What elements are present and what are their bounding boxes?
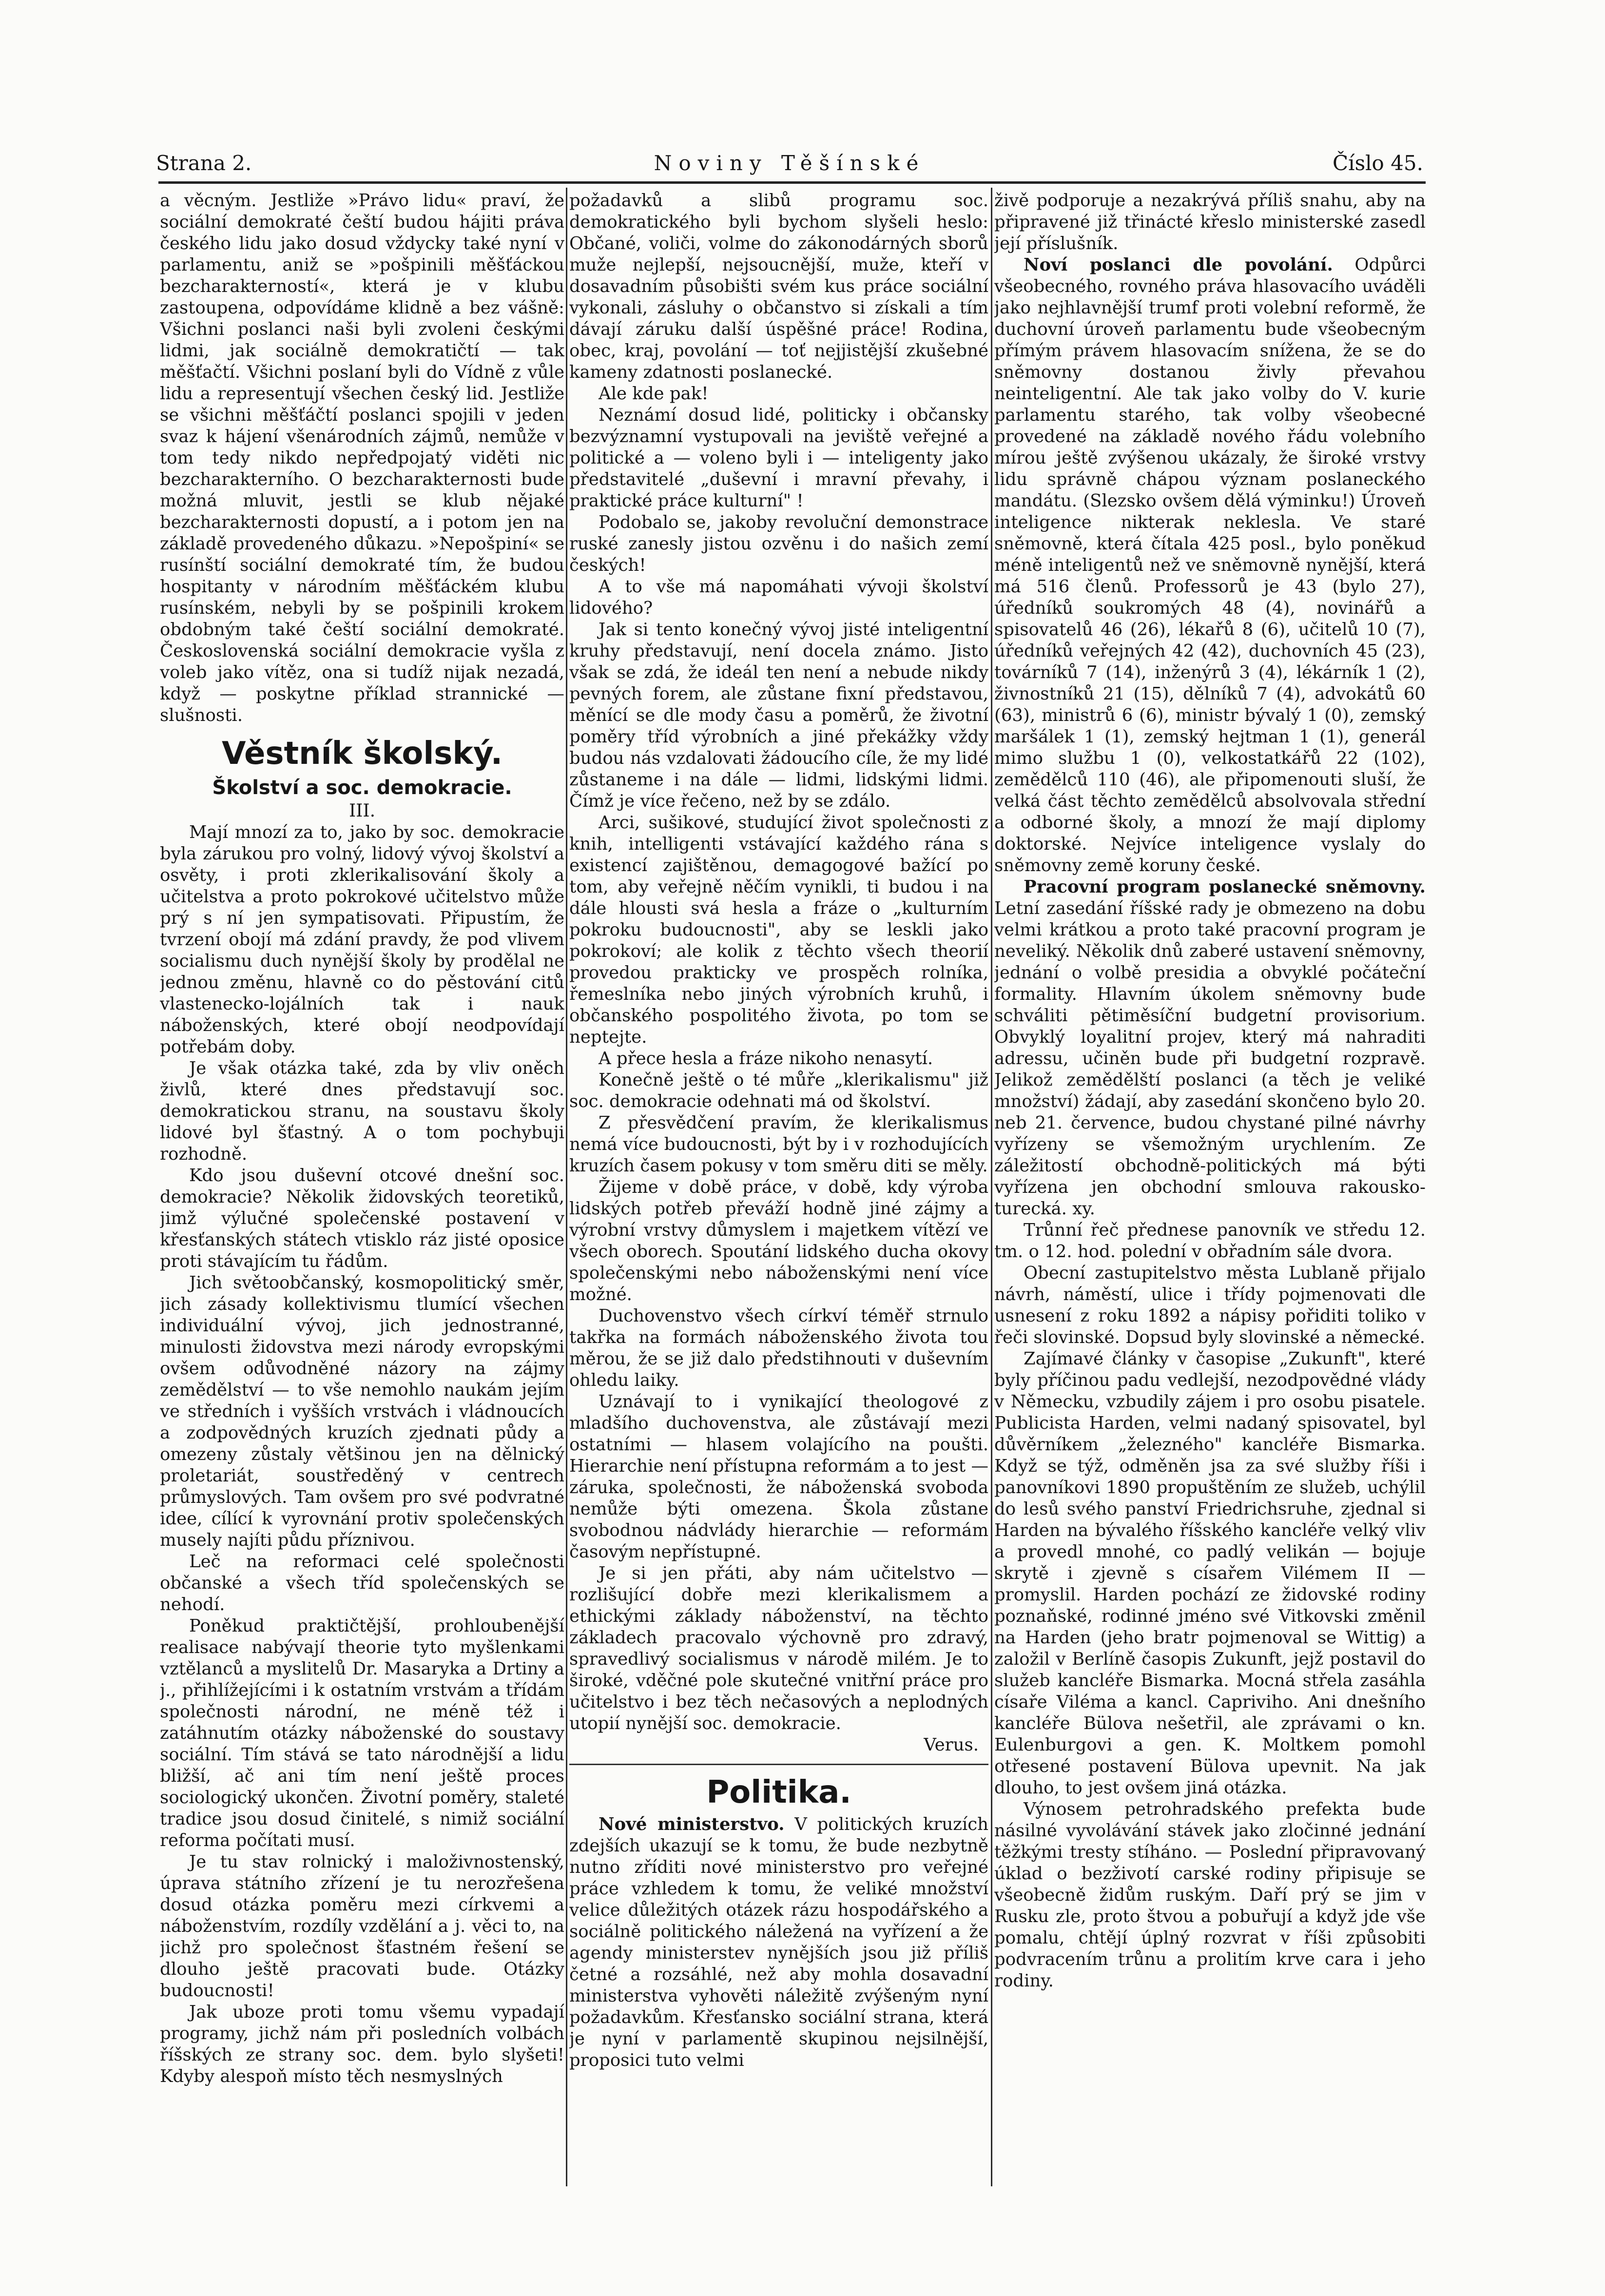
article-signature: Verus.: [924, 1735, 979, 1755]
author-mark: xy.: [1072, 1199, 1095, 1219]
paragraph-lead: Nové ministerstvo.: [599, 1814, 785, 1834]
paragraph: Podobalo se, jakoby revoluční demonstrace ruské zanesly jistou ozvěnu i do našich zemí českých!: [569, 512, 988, 575]
paragraph-text: V politických kruzích zdejších ukazují se k tomu, že bude nezbytně nutno zříditi nové ministerstvo pro veřejné práce vzhledem k tomu, že veliké množství velice důležitých otázek rázu hospodářského a sociálně politického náležená na vyřízení a že agendy ministerstev nynějších jsou již příliš četné a rozsáhlé, než aby mohla dosavadní ministerstva vyhověti náležitě zvýšeným nyní požadavkům. Křesťansko sociální strana, která je nyní v parlamentě skupinou nejsilnější, proposici tuto velmi: [569, 1814, 988, 2070]
header-rule: [158, 181, 1426, 184]
page-header: [156, 146, 1423, 180]
paragraph: Žijeme v době práce, v době, kdy výroba lidských potřeb převáží hodně jiné zájmy a výrobní vrstvy důmyslem i majetkem vítězí ve všech oborech. Spoutání lidského ducha okovy společenskými nebo náboženskými není více možné.: [569, 1177, 988, 1304]
newspaper-title: Noviny Těšínské: [654, 151, 926, 175]
paragraph: A to vše má napomáhati vývoji školství lidového?: [569, 577, 988, 618]
paragraph: a věcným. Jestliže »Právo lidu« praví, že sociální demokraté čeští budou hájiti práva českého lidu jako dosud vždycky také nyní v parlamentu, aniž se »pošpinili měšťáckou bezcharakterností«, která je v klubu zastoupena, odpovídáme klidně a bez vášně: Všichni poslanci naši byli zvoleni českými lidmi, jak sociálně demokratičtí — tak měšťačtí. Všichni poslaní byli do Vídně z vůle lidu a representují všechen český lid. Jestliže se všichni měšťáčtí poslanci spojili v jeden svaz k hájení všenárodních zájmů, nemůže v tom tedy nikdo nepředpojatý viděti nic bezcharakterního. O bezcharakternosti bude možná mluvit, jestli se klub nějaké bezcharakternosti dopustí, a i potom jen na základě provedeného důkazu. »Nepošpiní« se rusínští sociální demokraté tím, že budou hospitanty v národním měšťáckém klubu rusínském, nebyli by se pošpinili krokem obdobným také čeští sociální demokraté. Československá sociální demokracie vyšla z voleb jako vítěz, ona si tudíž nijak nezadá, když — poskytne příklad strannické — slušnosti.: [160, 191, 564, 725]
column-divider: [991, 188, 992, 2186]
section-divider: [569, 1764, 988, 1765]
paragraph: Z přesvědčení pravím, že klerikalismus nemá více budoucnosti, být by i v rozhodujících kruzích časem pokusy v tom směru diti se měly.: [569, 1113, 988, 1176]
paragraph: Neznámí dosud lidé, politicky i občansky bezvýznamní vystupovali na jeviště veřejné a politické a — voleno byli i — inteligenty jako představitelé „duševní i mravní převahy, i praktické práce kulturní" !: [569, 405, 988, 511]
paragraph: [569, 1814, 988, 2071]
section-title-school-bulletin: Věstník školský.: [221, 736, 503, 772]
paragraph: Zajímavé články v časopise „Zukunft", které byly příčinou padu vedlejší, nezodpovědné vlády v Německu, vzbudily zájem i pro osobu pisatele. Publicista Harden, velmi nadaný spisovatel, byl důvěrníkem „železného" kancléře Bismarka. Když se týž, odměněn jsa za své služby říši i panovníkovi 1890 propuštěním ze služeb, uchýlil do lesů svého panství Friedrichsruhe, zjednal si Harden na bývalého říšského kancléře velký vliv a provedl mnohé, co padlý velikán — bojuje skrytě i zjevně s císařem Vilémem II — promyslil. Harden pochází ze židovské rodiny poznaňské, rodinné jméno své Vitkovski změnil na Harden (jeho bratr pojmenoval se Wittig) a založil v Berlíně časopis Zukunft, jejž postavil do služeb kancléře Bismarka. Mocná střela zasáhla císaře Viléma a kancl. Capriviho. Ani dnešního kancléře Bülova nešetřil, ale zprávami o kn. Eulenburgovi a gen. K. Moltkem pomohl otřesené postavení Bülova upevnit. Na jak dlouho, to jest ovšem jiná otázka.: [994, 1349, 1426, 1798]
paragraph: Jich světoobčanský, kosmopolitický směr, jich zásady kollektivismu tlumící všechen individuální vývoj, jich jednostranné, minulosti židovstva mezi národy evropskými ovšem odůvodněné názory na zájmy zemědělství — to vše nemohlo naukám jejím ve středních i vyšších vrstvách i vládnoucích a zodpovědných kruzích zjednati půdy a omezeny zůstaly většinou jen na dělnický proletariát, soustředěný v centrech průmyslových. Tam ovšem pro své podvratné idee, cílící k vyrovnání protiv společenských musely najíti půdu příznivou.: [160, 1273, 564, 1550]
article-title: Školství a soc. demokracie.: [212, 777, 512, 799]
paragraph: Je však otázka také, zda by vliv oněch živlů, které dnes představují soc. demokratickou stranu, na soustavu školy lidové byl šťastný. A o tom pochybuji rozhodně.: [160, 1058, 564, 1164]
paragraph: Ale kde pak!: [599, 384, 709, 404]
paragraph: Jak uboze proti tomu všemu vypadají programy, jichž nám při posledních volbách říšských ze strany soc. dem. bylo slyšeti! Kdyby alespoň místo těch nesmyslných: [160, 2002, 564, 2086]
paragraph: [994, 876, 1426, 1220]
paragraph-lead: Pracovní program poslanecké sněmovny.: [1024, 877, 1426, 897]
paragraph: požadavků a slibů programu soc. demokratického byli bychom slyšeli heslo: Občané, voliči, volme do zákonodárných sborů muže nejlepší, nejsoucnější, muže, kteří v dosavadním působišti svém kus práce sociální vykonali, zásluhy o občanstvo si získali a tím dávají záruku další úspěšné práce! Rodina, obec, kraj, povolání — toť nejjistější zkušebné kameny zdatnosti poslanecké.: [569, 191, 988, 382]
paragraph: [994, 254, 1426, 876]
paragraph: Konečně ještě o té můře „klerikalismu" již soc. demokracie odehnati má od školství.: [569, 1070, 988, 1111]
paragraph-text: Letní zasedání říšské rady je obmezeno na dobu velmi krátkou a proto také pracovní program je neveliký. Několik dnů zaberé ustavení sněmovny, jednání o volbě presidia a obvyklé počáteční formality. Hlavním úkolem sněmovny bude schváliti pětiměsíční budgetní provisorium. Obvyklý loyalitní projev, který má nahraditi adressu, učiněn bude při budgetní rozpravě. Jelikož zemědělští poslanci (a těch je veliké množství) žádají, aby zasedání skončeno bylo 20. neb 21. července, budou chystané pilné návrhy vyřízeny se všemožným urychlením. Ze záležitostí obchodně-politických má býti vyřízena jen obchodní smlouva rakousko-turecká.: [994, 898, 1426, 1219]
paragraph: A přece hesla a fráze nikoho nenasytí.: [599, 1049, 933, 1069]
paragraph-text: Odpůrci všeobecného, rovného práva hlasovacího uváděli jako nejhlavnější trumf proti volební reformě, že duchovní úroveň parlamentu bude všeobecným přímým právem hlasovacím snížena, že se do sněmovny dostanou živly převahou neinteligentní. Ale tak jako volby do V. kurie parlamentu starého, tak volby všeobecné provedené na základě nového řádu volebního mírou ještě zvýšenou ukázaly, že široké vrstvy lidu správně chápou význam poslaneckého mandátu. (Slezsko ovšem dělá výminku!) Úroveň inteligence nikterak neklesla. Ve staré sněmovně, která čítala 425 posl., bylo poněkud méně inteligentů než ve sněmovně nynější, která má 516 členů. Professorů je 43 (bylo 27), úředníků soukromých 48 (4), novinářů a spisovatelů 46 (26), lékařů 8 (6), učitelů 10 (7), úředníků veřejných 42 (42), duchovních 45 (23), továrníků 7 (14), inženýrů 3 (4), lékárník 1 (2), živnostníků 21 (15), dělníků 7 (4), advokátů 60 (63), ministrů 6 (6), ministr bývalý 1 (0), zemský maršálek 1 (1), zemský hejtman 1 (1), generál mimo službu 1 (0), velkostatkářů 22 (102), zemědělců 110 (46), ale připomenouti sluší, že velká část těchto zemědělců absolvovala střední a odborné školy, a mnozí že mají diplomy doktorské. Nejvíce inteligence vyslaly do sněmovny země koruny české.: [994, 255, 1426, 876]
column-3: [994, 190, 1426, 2184]
column-divider: [566, 188, 567, 2186]
paragraph: Kdo jsou duševní otcové dnešní soc. demokracie? Několik židovských teoretiků, jimž výlučné společenské postavení v křesťanských státech vtisklo ráz jisté oposice proti stávajícím tu řádům.: [160, 1166, 564, 1271]
paragraph: Poněkud praktičtější, prohloubenější realisace nabývají theorie tyto myšlenkami vztělanců a myslitelů Dr. Masaryka a Drtiny a j., přihlížejícími i k ostatním vrstvám a třídám společnosti národní, ne méně též i zatáhnutím otázky náboženské do soustavy sociální. Tím stává se tato národnější a lidu bližší, ač ani tím není ještě proces sociologický ukončen. Životní poměry, staleté tradice jsou dosud činitelé, s nimiž sociální reforma počítati musí.: [160, 1616, 564, 1850]
paragraph: Arci, sušikové, studující život společnosti z knih, intelligenti vstávající každého rána s existencí zajištěnou, demagogové bažící po tom, aby veřejně něčím vynikli, ti budou i na dále hlousti svá hesla a fráze o „kulturním pokroku budoucnosti", aby se leskli jako pokrokoví; ale kolik z těchto všech theorií provedou prakticky ve prospěch rolníka, řemeslníka nebo jiných výrobních kruhů, i občanského pospolitého života, po tom se neptejte.: [569, 813, 988, 1047]
paragraph-lead: Noví poslanci dle povolání.: [1024, 255, 1333, 275]
paragraph: Mají mnozí za to, jako by soc. demokracie byla zárukou pro volný, lidový vývoj školství a osvěty, i proti zklerikalisování školy a učitelstva a proto pokrokové učitelstvo může prý s ní jen sympatisovati. Připustím, že tvrzení obojí má zdání pravdy, že pod vlivem socialismu duch nynější školy by prodělal ne jednou změnu, hlavně co do pěstování citů vlastenecko-lojálních tak i nauk náboženských, které obojí neodpovídají potřebám doby.: [160, 822, 564, 1057]
paragraph: Trůnní řeč přednese panovník ve středu 12. tm. o 12. hod. polední v obřadním sále dvora.: [994, 1220, 1426, 1262]
paragraph: živě podporuje a nezakrývá příliš snahu, aby na připravené již třinácté křeslo ministerské zasedl její příslušník.: [994, 191, 1426, 253]
paragraph: Výnosem petrohradského prefekta bude násilné vyvolávání stávek jako zločinné jednání těžkými tresty stíháno. — Poslední připravovaný úklad o bezživotí carské rodiny připisuje se všeobecně židům ruským. Daří prý se jim v Rusku zle, proto štvou a pobuřují a když jde vše pomalu, chtějí úplný rozvrat v říši způsobiti podvracením trůnu a prolitím krve cara i jeho rodiny.: [994, 1799, 1426, 1991]
paragraph: Leč na reformaci celé společnosti občanské a všech tříd společenských se nehodí.: [160, 1552, 564, 1615]
section-title-politics: Politika.: [706, 1774, 851, 1810]
paragraph: Je si jen přáti, aby nám učitelstvo — rozlišující dobře mezi klerikalismem a ethickými základy náboženství, na těchto základech pracovalo výchovně pro zdravý, spravedlivý socialismus v národě milém. Je to široké, vděčné pole skutečné vnitřní práce pro učitelstvo i bez těch nečasových a neplodných utopií nynější soc. demokracie.: [569, 1563, 988, 1733]
paragraph: Jak si tento konečný vývoj jisté inteligentní kruhy představují, není docela známo. Jisto však se zdá, že ideál ten není a nebude nikdy pevných forem, ale zůstane fixní představou, měnící se dle mody času a poměrů, že životní poměry tříd výrobních a jiné překážky vždy budou nás vzdalovati žádoucího cíle, že my lidé zůstaneme i na dále — lidmi, lidskými lidmi. Čímž je více řečeno, než by se zdálo.: [569, 620, 988, 811]
paragraph: Duchovenstvo všech církví téměř strnulo takřka na formách náboženského života tou měrou, že se již dalo předstihnouti v duševním ohledu laiky.: [569, 1306, 988, 1390]
article-part-number: III.: [348, 801, 376, 821]
paragraph: Uznávají to i vynikající theologové z mladšího duchovenstva, ale zůstávají mezi ostatními — hlasem volajícího na poušti. Hierarchie není přístupna reformám a to jest — záruka, společnosti, že náboženská svoboda nemůže býti omezena. Škola zůstane svobodnou nádvlády hierarchie — reformám časovým nepřístupné.: [569, 1392, 988, 1562]
issue-number: Číslo 45.: [1333, 151, 1423, 175]
page-number: Strana 2.: [156, 151, 252, 175]
column-1: [160, 190, 564, 2184]
paragraph: Obecní zastupitelstvo města Lublaně přijalo návrh, náměstí, ulice i třídy pojmenovati dle usnesení z roku 1892 a nápisy pořiditi toliko v řeči slovinské. Dopsud byly slovinské a německé.: [994, 1263, 1426, 1347]
column-2: [569, 190, 988, 2184]
paragraph: Je tu stav rolnický i maloživnostenský, úprava státního zřízení je tu nerozřešena dosud otázka poměru mezi církvemi a náboženstvím, rozdíly vzdělání a j. věci to, na jichž pro společnost šťastném řešení se dlouho ještě pracovati bude. Otázky budoucnosti!: [160, 1852, 564, 2001]
